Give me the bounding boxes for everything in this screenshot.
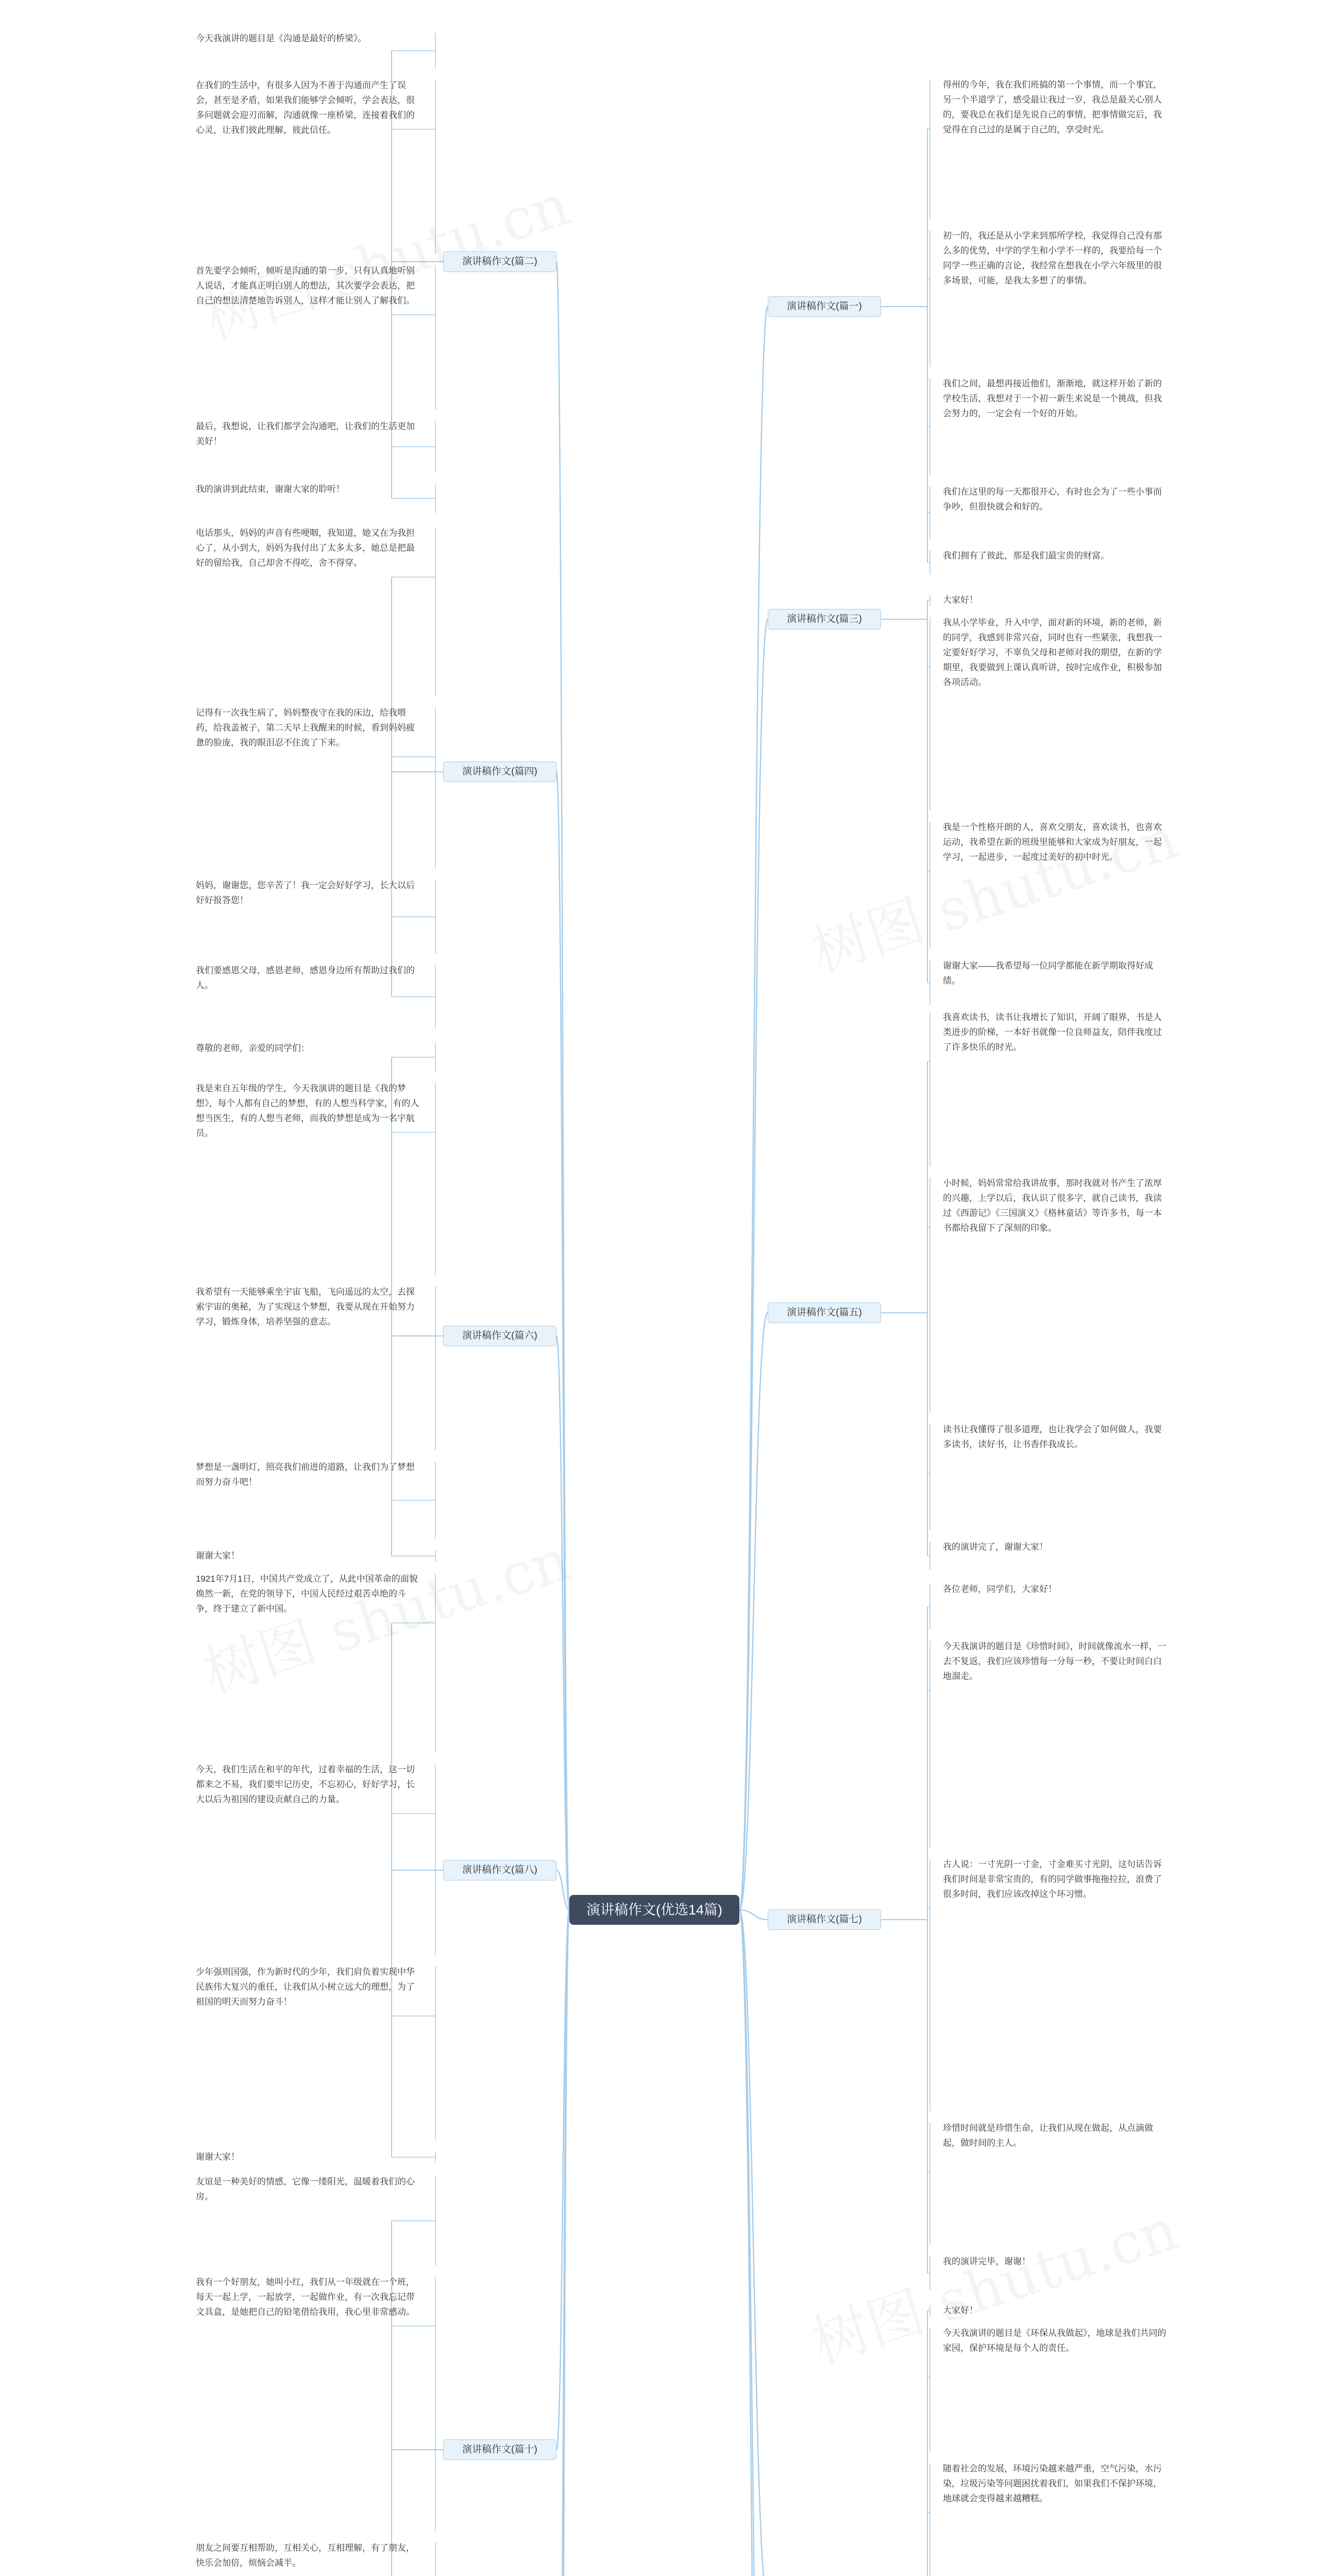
branch-4[interactable]: 演讲稿作文(篇四) xyxy=(443,761,556,782)
leaf-text[interactable]: 读书让我懂得了很多道理，也让我学会了如何做人，我要多读书，读好书，让书香伴我成长。 xyxy=(943,1425,1162,1449)
leaf-text[interactable]: 最后，我想说，让我们都学会沟通吧，让我们的生活更加美好！ xyxy=(196,421,415,446)
leaf-text[interactable]: 我有一个好朋友，她叫小红，我们从一年级就在一个班，每天一起上学，一起放学，一起做作业，有一次我忘记带文具盒，是她把自己的铅笔借给我用，我心里非常感动。 xyxy=(196,2277,415,2317)
leaf-text[interactable]: 今天我演讲的题目是《沟通是最好的桥梁》。 xyxy=(196,33,367,43)
branch-7[interactable]: 演讲稿作文(篇七) xyxy=(768,1909,881,1930)
leaf-text[interactable]: 我的演讲到此结束，谢谢大家的聆听！ xyxy=(196,484,345,494)
leaf-text[interactable]: 首先要学会倾听，倾听是沟通的第一步，只有认真地听别人说话，才能真正明白别人的想法，其次要学会表达，把自己的想法清楚地告诉别人，这样才能让别人了解我们。 xyxy=(196,266,415,306)
connector xyxy=(739,1910,768,1920)
leaf-text[interactable]: 大家好！ xyxy=(943,595,978,605)
leaf-text[interactable]: 梦想是一盏明灯，照亮我们前进的道路，让我们为了梦想而努力奋斗吧！ xyxy=(196,1462,415,1487)
leaf-text[interactable]: 我的演讲完毕，谢谢！ xyxy=(943,2257,1030,2266)
leaf-text[interactable]: 今天，我们生活在和平的年代，过着幸福的生活，这一切都来之不易，我们要牢记历史，不忘初心，好好学习，长大以后为祖国的建设贡献自己的力量。 xyxy=(196,1765,415,1804)
leaf-text[interactable]: 我是一个性格开朗的人，喜欢交朋友，喜欢读书，也喜欢运动，我希望在新的班级里能够和大家成为好朋友，一起学习，一起进步，一起度过美好的初中时光。 xyxy=(943,822,1162,862)
leaf-text[interactable]: 初一的，我还是从小学来到那所学校，我觉得自己没有那么多的优势，中学的学生和小学不一样的，我要给每一个同学一些正确的言论，我经常在想我在小学六年级里的很多场景，可能，是我太多想了的事情。 xyxy=(943,231,1162,285)
leaf-text[interactable]: 在我们的生活中，有很多人因为不善于沟通而产生了误会，甚至是矛盾，如果我们能够学会倾听，学会表达，很多问题就会迎刃而解，沟通就像一座桥梁，连接着我们的心灵，让我们彼此理解，彼此信任。 xyxy=(196,80,415,135)
leaf-text[interactable]: 友谊是一种美好的情感，它像一缕阳光，温暖着我们的心房。 xyxy=(196,2177,415,2201)
leaf-text[interactable]: 随着社会的发展，环境污染越来越严重，空气污染，水污染，垃圾污染等问题困扰着我们，如果我们不保护环境，地球就会变得越来越糟糕。 xyxy=(943,2464,1162,2503)
leaf-text[interactable]: 记得有一次我生病了，妈妈整夜守在我的床边，给我喂药，给我盖被子，第二天早上我醒来的时候，看到妈妈疲惫的脸庞，我的眼泪忍不住流了下来。 xyxy=(196,708,415,748)
leaf-text[interactable]: 我喜欢读书，读书让我增长了知识，开阔了眼界，书是人类进步的阶梯，一本好书就像一位良师益友，陪伴我度过了许多快乐的时光。 xyxy=(943,1012,1162,1052)
leaf-text[interactable]: 小时候，妈妈常常给我讲故事，那时我就对书产生了浓厚的兴趣，上学以后，我认识了很多字，就自己读书，我读过《西游记》《三国演义》《格林童话》等许多书，每一本书都给我留下了深刻的印象。 xyxy=(943,1178,1162,1233)
leaf-text[interactable]: 我们在这里的每一天都很开心，有时也会为了一些小事而争吵，但很快就会和好的。 xyxy=(943,487,1162,512)
leaf-text[interactable]: 我们要感恩父母，感恩老师，感恩身边所有帮助过我们的人。 xyxy=(196,965,415,990)
connector xyxy=(739,1313,768,1910)
leaf-text[interactable]: 我的演讲完了，谢谢大家！ xyxy=(943,1542,1048,1552)
leaf-text[interactable]: 我们拥有了彼此，那是我们最宝贵的财富。 xyxy=(943,551,1109,561)
leaf-text[interactable]: 大家好！ xyxy=(943,2306,978,2315)
leaf-text[interactable]: 今天我演讲的题目是《环保从我做起》，地球是我们共同的家园，保护环境是每个人的责任。 xyxy=(943,2328,1166,2353)
leaf-text[interactable]: 朋友之间要互相帮助，互相关心，互相理解，有了朋友，快乐会加倍，烦恼会减半。 xyxy=(196,2543,415,2568)
leaf-text[interactable]: 各位老师，同学们，大家好！ xyxy=(943,1584,1057,1594)
leaf-text[interactable]: 古人说：一寸光阴一寸金，寸金难买寸光阴，这句话告诉我们时间是非常宝贵的，有的同学做事拖拖拉拉，浪费了很多时间，我们应该改掉这个坏习惯。 xyxy=(943,1859,1162,1899)
leaf-text[interactable]: 尊敬的老师，亲爱的同学们： xyxy=(196,1043,310,1053)
branch-3[interactable]: 演讲稿作文(篇三) xyxy=(768,609,881,630)
branch-2[interactable]: 演讲稿作文(篇二) xyxy=(443,251,556,272)
branch-6[interactable]: 演讲稿作文(篇六) xyxy=(443,1326,556,1346)
leaf-text[interactable]: 今天我演讲的题目是《珍惜时间》，时间就像流水一样，一去不复返，我们应该珍惜每一分每一秒，不要让时间白白地溜走。 xyxy=(943,1641,1166,1681)
leaf-text[interactable]: 我从小学毕业，升入中学，面对新的环境，新的老师，新的同学，我感到非常兴奋，同时也有一些紧张，我想我一定要好好学习，不辜负父母和老师对我的期望，在新的学期里，我要做到上课认真听讲，按时完成作业，积极参加各项活动。 xyxy=(943,618,1162,687)
leaf-text[interactable]: 电话那头，妈妈的声音有些哽咽，我知道，她又在为我担心了，从小到大，妈妈为我付出了太多太多，她总是把最好的留给我，自己却舍不得吃，舍不得穿。 xyxy=(196,528,415,568)
branch-8[interactable]: 演讲稿作文(篇八) xyxy=(443,1860,556,1880)
branch-1[interactable]: 演讲稿作文(篇一) xyxy=(768,296,881,317)
leaf-text[interactable]: 妈妈，谢谢您，您辛苦了！我一定会好好学习，长大以后好好报答您！ xyxy=(196,880,415,905)
leaf-text[interactable]: 我们之间，最想再接近他们，渐渐地，就这样开始了新的学校生活，我想对于一个初一新生来说是一个挑战，但我会努力的，一定会有一个好的开始。 xyxy=(943,379,1162,418)
leaf-text[interactable]: 1921年7月1日，中国共产党成立了，从此中国革命的面貌焕然一新，在党的领导下，中国人民经过艰苦卓绝的斗争，终于建立了新中国。 xyxy=(196,1574,418,1614)
leaf-text[interactable]: 谢谢大家——我希望每一位同学都能在新学期取得好成绩。 xyxy=(943,961,1153,986)
branch-10[interactable]: 演讲稿作文(篇十) xyxy=(443,2439,556,2460)
leaf-text[interactable]: 得州的今年，我在我们班搞的第一个事情，而一个事宜，另一个半道学了，感受最让我过一岁，我总是最关心别人的，要我总在我们是先说自己的事情，把事情做完后，我觉得在自己过的是属于自己的，享受时光。 xyxy=(943,80,1162,134)
leaf-text[interactable]: 我是来自五年级的学生，今天我演讲的题目是《我的梦想》，每个人都有自己的梦想，有的人想当科学家，有的人想当医生，有的人想当老师，而我的梦想是成为一名宇航员。 xyxy=(196,1083,419,1138)
leaf-text[interactable]: 谢谢大家！ xyxy=(196,2152,240,2162)
leaf-text[interactable]: 珍惜时间就是珍惜生命，让我们从现在做起，从点滴做起，做时间的主人。 xyxy=(943,2123,1153,2148)
branch-5[interactable]: 演讲稿作文(篇五) xyxy=(768,1302,881,1323)
root-topic[interactable]: 演讲稿作文(优选14篇) xyxy=(569,1895,739,1925)
leaf-text[interactable]: 谢谢大家！ xyxy=(196,1551,240,1561)
connector xyxy=(739,619,768,1910)
connector xyxy=(739,1910,768,2576)
leaf-text[interactable]: 少年强则国强，作为新时代的少年，我们肩负着实现中华民族伟大复兴的重任，让我们从小树立远大的理想，为了祖国的明天而努力奋斗！ xyxy=(196,1967,415,2007)
connector xyxy=(739,307,768,1910)
leaf-text[interactable]: 我希望有一天能够乘坐宇宙飞船，飞向遥远的太空，去探索宇宙的奥秘，为了实现这个梦想，我要从现在开始努力学习，锻炼身体，培养坚强的意志。 xyxy=(196,1287,415,1327)
